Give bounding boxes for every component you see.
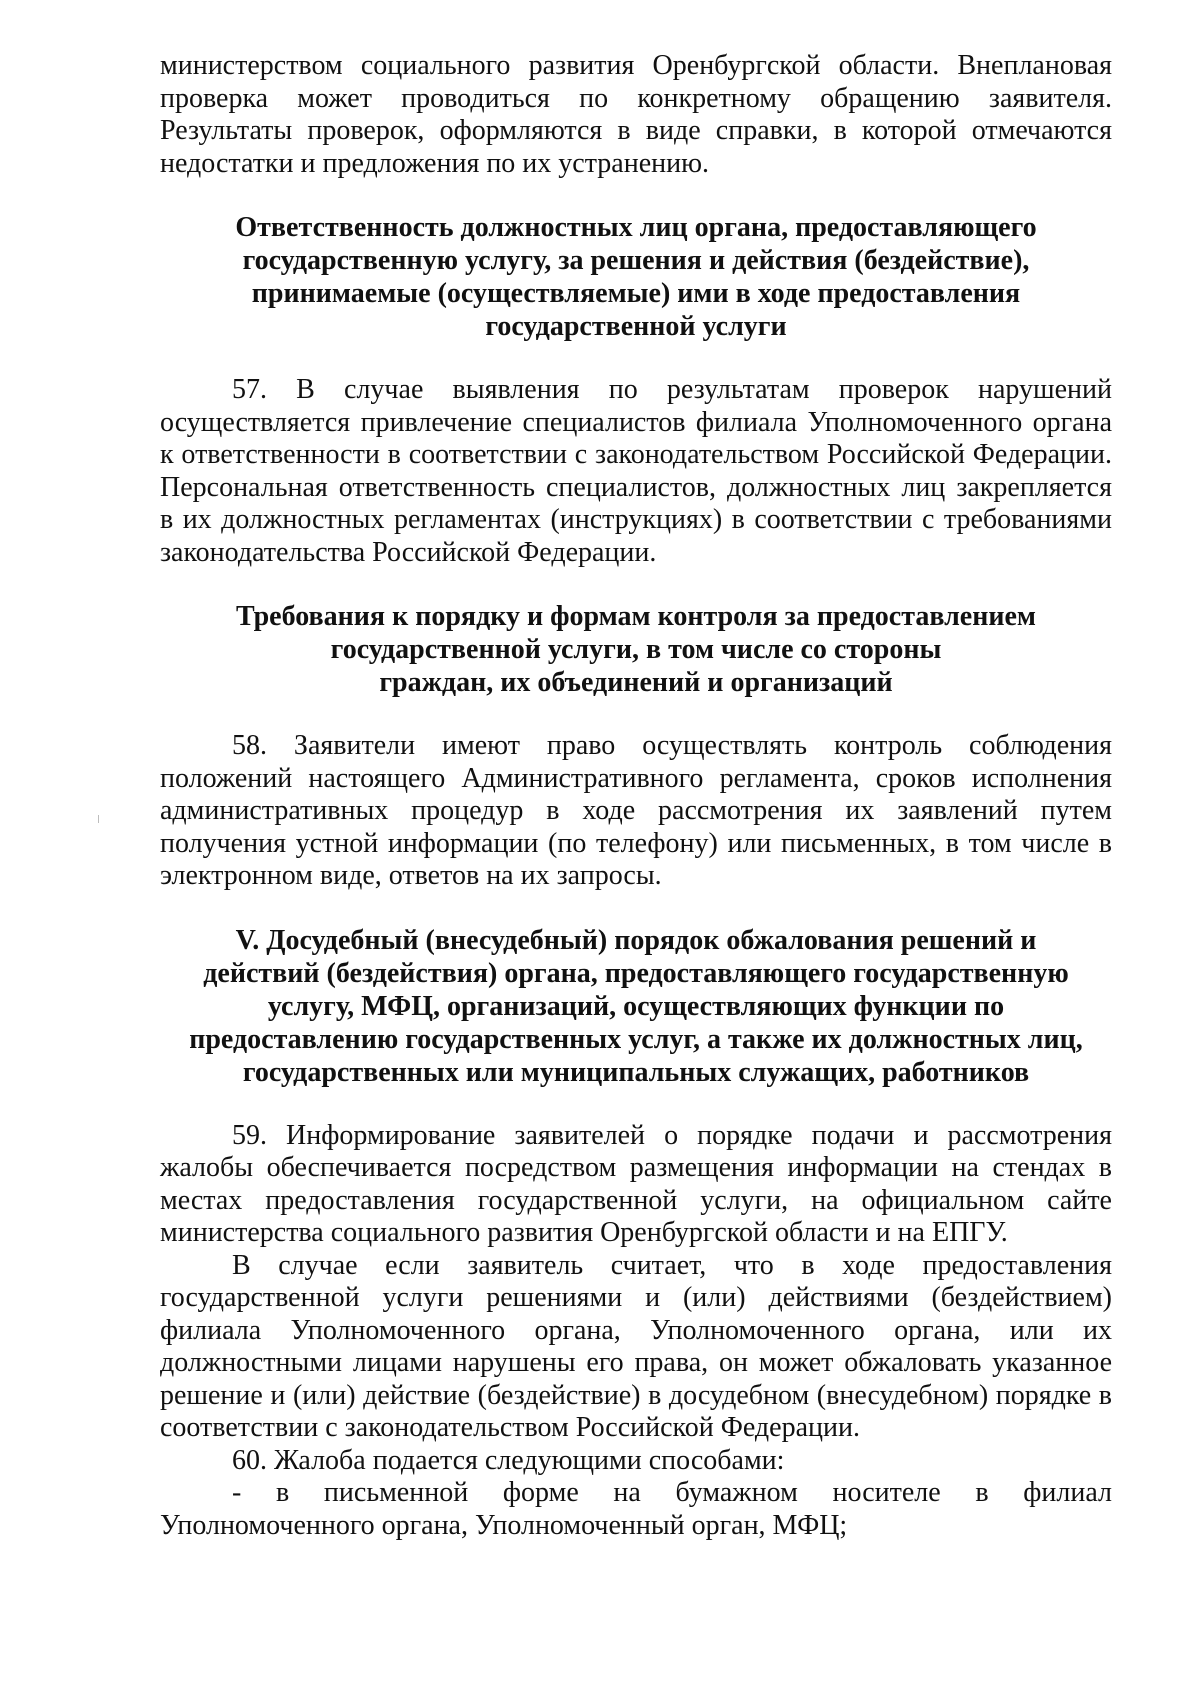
heading-line: граждан, их объединений и организаций	[379, 667, 893, 698]
paragraph-59-continued: В случае если заявитель считает, что в ходе предоставления государственной услуги решениями и (или) действиями (бездействием) филиала Уполномоченного органа, Уполномоченного органа, или их должностными лицами нарушены его права, он может обжаловать указанное решение и (или) действие (бездействие) в досудебном (внесудебном) порядке в соответствии с законодательством Российской Федерации.	[160, 1249, 1112, 1443]
paragraph-57: 57. В случае выявления по результатам проверок нарушений осуществляется привлечение специалистов филиала Уполномоченного органа к ответственности в соответствии с законодательством Российской Федерации. Персональная ответственность специалистов, должностных лиц закрепляется в их должностных регламентах (инструкциях) в соответствии с требованиями законодательства Российской Федерации.	[160, 374, 1112, 568]
heading-line: государственной услуги	[485, 311, 787, 342]
heading-control	[160, 600, 1112, 699]
paragraph-58: 58. Заявители имеют право осуществлять контроль соблюдения положений настоящего Административного регламента, сроков исполнения административных процедур в ходе рассмотрения их заявлений путем получения устной информации (по телефону) или письменных, в том числе в электронном виде, ответов на их запросы.	[160, 730, 1112, 891]
margin-mark	[98, 815, 99, 823]
paragraph-60: 60. Жалоба подается следующими способами:	[232, 1444, 785, 1476]
document-page	[160, 50, 1112, 1542]
heading-section-5	[160, 924, 1112, 1089]
heading-line: государственных или муниципальных служащих, работников	[242, 1056, 1030, 1088]
paragraph-59: 59. Информирование заявителей о порядке подачи и рассмотрения жалобы обеспечивается посредством размещения информации на стендах в местах предоставления государственной услуги, на официальном сайте министерства социального развития Оренбургской области и на ЕПГУ.	[160, 1119, 1112, 1248]
heading-line: Ответственность должностных лиц органа, предоставляющего	[235, 212, 1037, 243]
heading-line: предоставлению государственных услуг, а также их должностных лиц,	[189, 1023, 1083, 1055]
heading-line: государственной услуги, в том числе со стороны	[330, 634, 942, 665]
heading-line: Требования к порядку и формам контроля за предоставлением	[236, 601, 1036, 632]
heading-line: V. Досудебный (внесудебный) порядок обжалования решений и	[235, 924, 1037, 956]
heading-line: действий (бездействия) органа, предоставляющего государственную	[203, 957, 1069, 989]
paragraph-60-item: - в письменной форме на бумажном носителе в филиал Уполномоченного органа, Уполномоченный орган, МФЦ;	[160, 1477, 1112, 1541]
paragraph-intro: министерством социального развития Оренбургской области. Внеплановая проверка может проводиться по конкретному обращению заявителя. Результаты проверок, оформляются в виде справки, в которой отмечаются недостатки и предложения по их устранению.	[160, 50, 1112, 179]
heading-line: государственную услугу, за решения и действия (бездействие),	[242, 245, 1030, 276]
heading-responsibility	[160, 211, 1112, 343]
heading-line: услугу, МФЦ, организаций, осуществляющих функции по	[267, 990, 1005, 1022]
heading-line: принимаемые (осуществляемые) ими в ходе предоставления	[251, 278, 1021, 309]
